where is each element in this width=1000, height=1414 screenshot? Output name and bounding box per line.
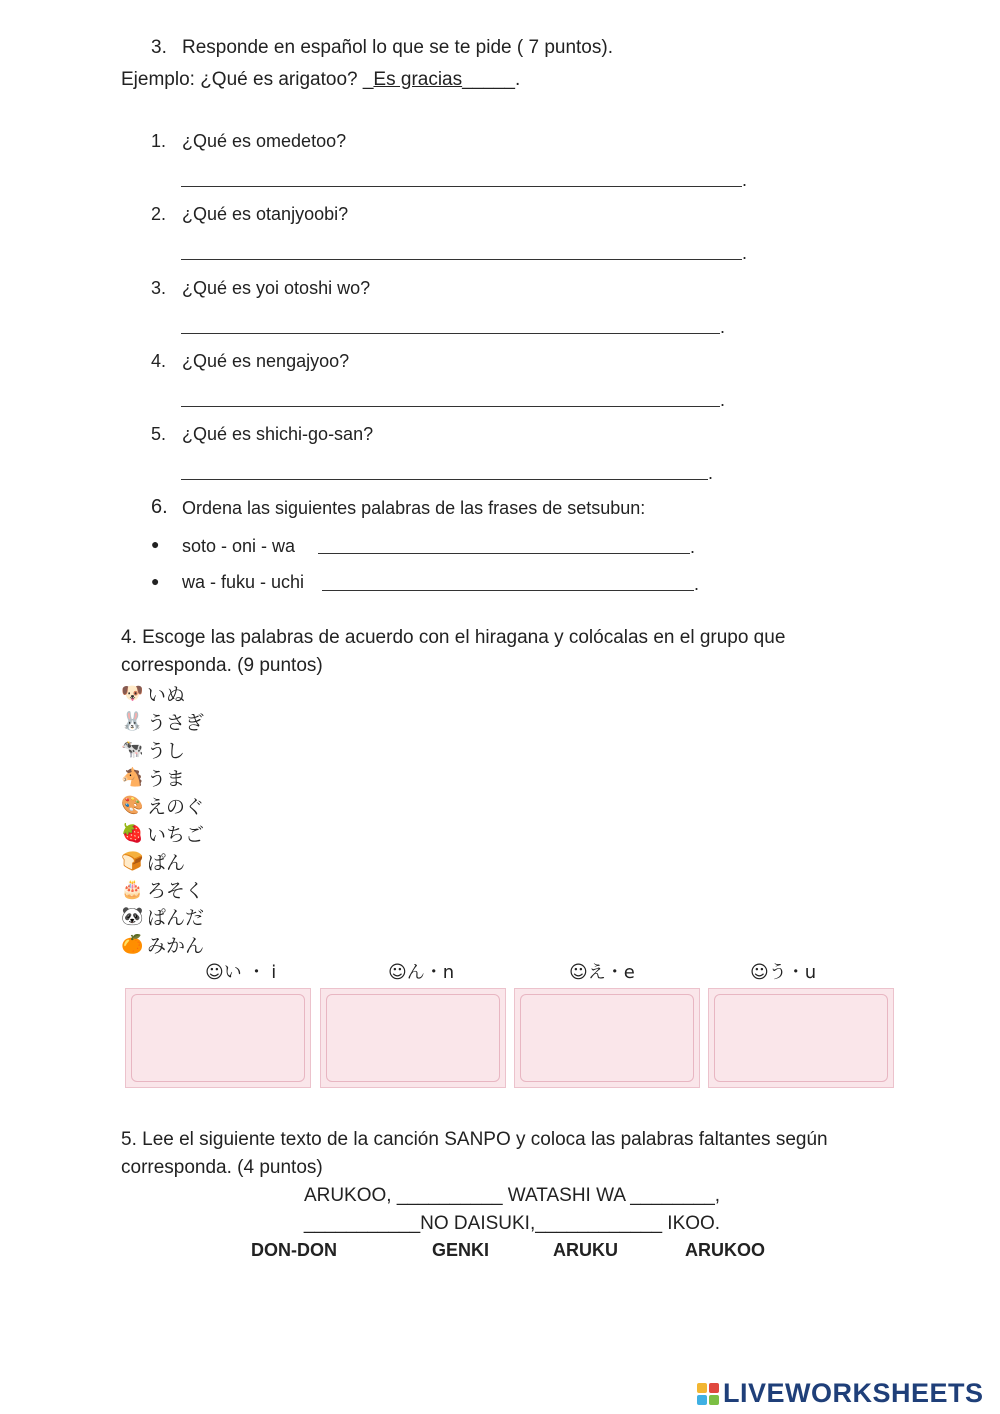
word-card[interactable] [121, 931, 204, 958]
word-text: うま [147, 769, 186, 790]
word-card[interactable] [121, 876, 204, 903]
word-card[interactable] [121, 764, 185, 791]
answer-period: . [720, 390, 726, 410]
birthday-cake-icon: 🎂 [121, 879, 144, 900]
answer-line-4[interactable] [181, 406, 720, 407]
palette-icon: 🎨 [121, 795, 144, 816]
answer-line-1[interactable] [181, 186, 742, 187]
answer-period: . [690, 537, 696, 557]
question-text: ¿Qué es yoi otoshi wo? [182, 278, 371, 298]
answer-period: . [720, 317, 726, 337]
example-line [121, 69, 520, 91]
drop-zone-frame [520, 994, 694, 1082]
word-text: うし [147, 741, 186, 762]
tangerine-icon: 🍊 [121, 934, 144, 955]
word-card[interactable] [121, 903, 204, 930]
word-text: うさぎ [147, 713, 205, 734]
bullet-icon: ● [151, 536, 160, 552]
question-text: ¿Qué es otanjyoobi? [182, 204, 349, 224]
example-suffix: _____. [462, 69, 521, 90]
lyric-line-2[interactable]: ___________NO DAISUKI,____________ IKOO. [303, 1213, 721, 1234]
horse-face-icon: 🐴 [121, 767, 144, 788]
bread-icon: 🍞 [121, 851, 144, 872]
drop-zone-frame [326, 994, 500, 1082]
logo-text: LIVEWORKSHEETS [723, 1378, 984, 1408]
drop-zone-frame [131, 994, 305, 1082]
answer-period: . [694, 574, 700, 594]
example-prefix: Ejemplo: ¿Qué es arigatoo? _ [121, 69, 374, 90]
word-card[interactable] [121, 848, 185, 875]
section3-number: 3. [151, 37, 167, 58]
lyric-line-1[interactable]: ARUKOO, __________ WATASHI WA ________, [303, 1185, 721, 1206]
strawberry-icon: 🍓 [121, 823, 144, 844]
answer-line-5[interactable] [181, 479, 708, 480]
section4-title-line1: 4. Escoge las palabras de acuerdo con el hiragana y colócalas en el grupo que [121, 627, 786, 648]
word-card[interactable] [121, 820, 204, 847]
panda-face-icon: 🐼 [121, 906, 144, 927]
bullet-answer-line-1[interactable] [318, 553, 690, 554]
logo-mark-icon [697, 1383, 719, 1405]
section4-title-line2: corresponda. (9 puntos) [121, 655, 323, 676]
question-number: 6. [151, 496, 168, 518]
word-text: ろそく [147, 881, 205, 902]
drop-zone-u[interactable] [708, 988, 894, 1088]
word-card[interactable] [121, 680, 185, 707]
option-word: ARUKOO [685, 1240, 765, 1260]
word-card[interactable] [121, 708, 204, 735]
word-text: ぱん [147, 853, 186, 874]
drop-zone-frame [714, 994, 888, 1082]
bullet-text: wa - fuku - uchi [182, 572, 305, 592]
group-label-i: ☺い ・ i [205, 962, 277, 983]
rabbit-face-icon: 🐰 [121, 711, 144, 732]
question-number: 3. [151, 278, 167, 298]
section5-title-line1: 5. Lee el siguiente texto de la canción SANPO y coloca las palabras faltantes según [121, 1129, 828, 1150]
answer-period: . [708, 463, 714, 483]
bullet-answer-line-2[interactable] [322, 590, 694, 591]
section5-title-line2: corresponda. (4 puntos) [121, 1157, 323, 1178]
drop-zone-i[interactable] [125, 988, 311, 1088]
group-label-u: ☺う・u [750, 962, 817, 983]
dog-face-icon: 🐶 [121, 683, 144, 704]
drop-zone-e[interactable] [514, 988, 700, 1088]
question-text: ¿Qué es shichi-go-san? [182, 424, 374, 444]
word-card[interactable] [121, 792, 204, 819]
question-text: ¿Qué es omedetoo? [182, 131, 347, 151]
question-text: Ordena las siguientes palabras de las frases de setsubun: [182, 498, 646, 518]
word-text: いぬ [147, 685, 186, 706]
answer-line-2[interactable] [181, 259, 742, 260]
section3-title: Responde en español lo que se te pide ( 7 puntos). [182, 37, 613, 58]
bullet-text: soto - oni - wa [182, 536, 296, 556]
answer-line-3[interactable] [181, 333, 720, 334]
liveworksheets-logo [697, 1378, 984, 1409]
word-card[interactable] [121, 736, 185, 763]
question-number: 2. [151, 204, 167, 224]
drop-zone-n[interactable] [320, 988, 506, 1088]
cow-icon: 🐄 [121, 739, 144, 760]
word-text: えのぐ [147, 797, 205, 818]
word-text: ぱんだ [147, 908, 205, 929]
question-number: 5. [151, 424, 167, 444]
option-word: ARUKU [553, 1240, 618, 1260]
answer-period: . [742, 243, 748, 263]
question-text: ¿Qué es nengajyoo? [182, 351, 350, 371]
answer-period: . [742, 170, 748, 190]
option-word: DON-DON [251, 1240, 337, 1260]
group-label-e: ☺え・e [569, 962, 635, 983]
question-number: 1. [151, 131, 167, 151]
example-answer: Es gracias [373, 69, 463, 90]
word-text: みかん [147, 936, 205, 957]
option-word: GENKI [432, 1240, 490, 1260]
bullet-icon: ● [151, 573, 160, 589]
word-text: いちご [147, 825, 205, 846]
question-number: 4. [151, 351, 167, 371]
group-label-n: ☺ん・n [388, 962, 455, 983]
